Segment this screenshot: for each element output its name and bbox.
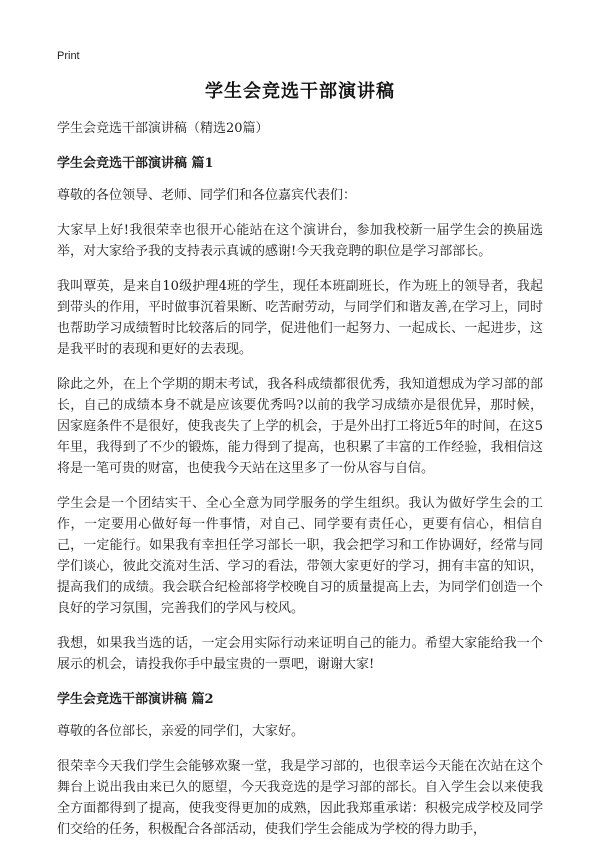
paragraph: 很荣幸今天我们学生会能够欢聚一堂，我是学习部的，也很幸运今天能在次站在这个舞台上说出我由来已久的愿望，今天我竞选的是学习部的部长。自入学生会以来使我全方面都得到了提高，使我变得更加的成熟，因此我郑重承诺：积极完成学校及同学们交给的任务，积极配合各部活动，使我们学生会能成为学校的得力助手， — [57, 759, 543, 837]
paragraph: 学生会是一个团结实干、全心全意为同学服务的学生组织。我认为做好学生会的工作，一定要用心做好每一件事情，对自己、同学要有责任心，更要有信心，相信自己，一定能行。如果我有幸担任学习部长一职，我会把学习和工作协调好，经常与同学们谈心，彼此交流对生活、学习的看法，带领大家更好的学习，拥有丰富的知识，提高我们的成绩。我会联合纪检部将学校晚自习的质量提高上去，为同学们创造一个良好的学习氛围，完善我们的学风与校风。 — [57, 496, 543, 616]
print-link[interactable]: Print — [57, 50, 80, 62]
article-body — [57, 118, 543, 854]
section-heading-1: 学生会竞选干部演讲稿 篇1 — [57, 156, 214, 171]
paragraph: 尊敬的各位领导、老师、同学们和各位嘉宾代表们： — [57, 188, 357, 203]
page-title: 学生会竞选干部演讲稿 — [205, 81, 395, 102]
section-heading-2: 学生会竞选干部演讲稿 篇2 — [57, 692, 214, 707]
paragraph: 大家早上好!我很荣幸也很开心能站在这个演讲台，参加我校新一届学生会的换届选举，对大家给予我的支持表示真诚的感谢!今天我竞聘的职位是学习部部长。 — [57, 223, 543, 259]
paragraph: 除此之外，在上个学期的期末考试，我各科成绩都很优秀，我知道想成为学习部的部长，自己的成绩本身不就是应该要优秀吗?以前的我学习成绩亦是很优异，那时候，因家庭条件不是很好，使我丧失了上学的机会，于是外出打工将近5年的时间，在这5年里，我得到了不少的锻炼，能力得到了提高，也积累了丰富的工作经验，我相信这将是一笔可贵的财富，也使我今天站在这里多了一份从容与自信。 — [57, 377, 543, 476]
article-subtitle: 学生会竞选干部演讲稿（精选20篇） — [57, 121, 269, 136]
paragraph: 我叫覃英，是来自10级护理4班的学生，现任本班副班长，作为班上的领导者，我起到带头的作用，平时做事沉着果断、吃苦耐劳动，与同学们和谐友善,在学习上，同时也帮助学习成绩暂时比较落后的同学，促进他们一起努力、一起成长、一起进步，这是我平时的表现和更好的去表现。 — [57, 279, 543, 357]
paragraph: 我想，如果我当选的话，一定会用实际行动来证明自己的能力。希望大家能给我一个展示的机会，请投我你手中最宝贵的一票吧，谢谢大家! — [57, 636, 543, 672]
paragraph: 尊敬的各位部长，亲爱的同学们，大家好。 — [57, 724, 305, 739]
